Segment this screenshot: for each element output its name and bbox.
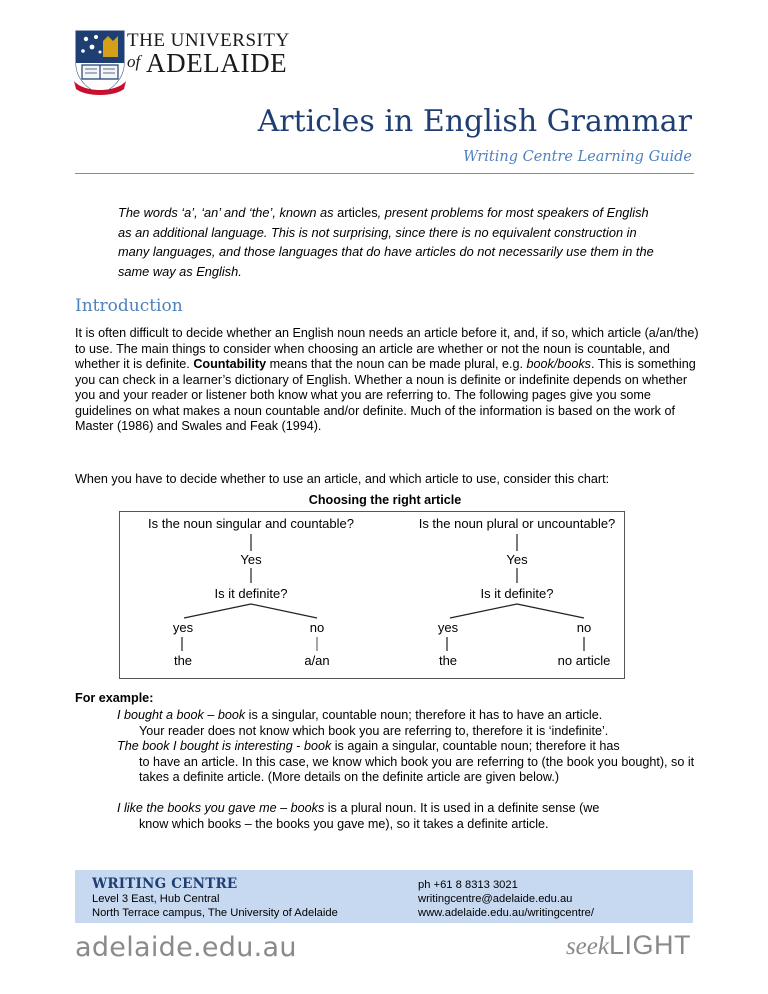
example-3-line1: is a plural noun. It is used in a definite sense (we bbox=[324, 801, 600, 815]
line-left-def-yes bbox=[184, 604, 251, 618]
decision-chart bbox=[119, 511, 625, 679]
example-2-dash: - bbox=[292, 739, 304, 753]
footer-seek-light-logo bbox=[566, 930, 691, 961]
title-divider bbox=[75, 173, 694, 174]
chart-right-definite: Is it definite? bbox=[480, 586, 554, 601]
term-countability: Countability bbox=[193, 357, 267, 371]
example-1-line1: is a singular, countable noun; therefore it has to have an article. bbox=[245, 708, 603, 722]
example-2-line1: is again a singular, countable noun; therefore it has bbox=[331, 739, 620, 753]
line-right-def-yes bbox=[450, 604, 517, 618]
university-crest-icon bbox=[72, 27, 128, 97]
example-2 bbox=[117, 739, 702, 786]
line-left-def-no bbox=[251, 604, 317, 618]
footer-address-line2: North Terrace campus, The University of Adelaide bbox=[92, 907, 338, 919]
example-3-sentence: I like the books you gave me bbox=[117, 801, 277, 815]
chart-ll-aan: a/an bbox=[304, 653, 330, 668]
chart-title: Choosing the right article bbox=[308, 493, 462, 507]
chart-ll-the: the bbox=[173, 653, 193, 668]
example-1-dash: – bbox=[203, 708, 218, 722]
logo-text-line1: THE UNIVERSITY bbox=[127, 30, 290, 51]
example-1 bbox=[117, 708, 702, 739]
line-right-def-no bbox=[517, 604, 584, 618]
footer-site-url[interactable]: adelaide.edu.au bbox=[75, 932, 297, 963]
chart-ll-yes: yes bbox=[172, 620, 194, 635]
intro-term-articles: articles bbox=[337, 205, 378, 220]
chart-left-question: Is the noun singular and countable? bbox=[148, 516, 354, 531]
chart-rr-yes: yes bbox=[437, 620, 459, 635]
footer-phone: ph +61 8 8313 3021 bbox=[418, 879, 518, 891]
document-subtitle: Writing Centre Learning Guide bbox=[463, 149, 692, 165]
chart-rr-no-article: no article bbox=[557, 653, 611, 668]
chart-right-question: Is the noun plural or uncountable? bbox=[418, 516, 616, 531]
logo-text-line2: ADELAIDE bbox=[146, 48, 288, 78]
intro-paragraph bbox=[118, 203, 658, 281]
intro-text-2: , present problems for most speakers of English as an additional language. This is not surprising, since there is no equivalent construction in many languages, and those languages that do have articles do not necessarily use them in the same way as English. bbox=[118, 205, 654, 279]
logo-text-of: of bbox=[127, 52, 141, 71]
example-2-line2: to have an article. In this case, we know which book you are referring to (the book you bought), so it takes a definite article. (More details on the definite article are given below.) bbox=[139, 754, 695, 784]
example-3-line2: know which books – the books you gave me), so it takes a definite article. bbox=[139, 816, 549, 831]
examples-heading: For example: bbox=[75, 691, 154, 705]
footer-web-link[interactable]: www.adelaide.edu.au/writingcentre/ bbox=[418, 907, 594, 919]
chart-rr-no: no bbox=[576, 620, 592, 635]
document-title: Articles in English Grammar bbox=[257, 104, 692, 139]
example-3-dash: – bbox=[276, 801, 291, 815]
intro-text-1: The words ‘a’, ‘an’ and ‘the’, known as bbox=[118, 205, 338, 220]
chart-left-yes: Yes bbox=[240, 552, 262, 567]
footer-address-line1: Level 3 East, Hub Central bbox=[92, 893, 220, 905]
example-1-word: book bbox=[217, 708, 246, 722]
example-3-word: books bbox=[290, 801, 325, 815]
seek-word: seek bbox=[565, 933, 609, 960]
example-1-line2: Your reader does not know which book you are referring to, therefore it is ‘indefinite’. bbox=[139, 723, 609, 738]
chart-left-definite: Is it definite? bbox=[214, 586, 288, 601]
footer-centre-name: WRITING CENTRE bbox=[92, 876, 238, 892]
intro-para-text-2: means that the noun can be made plural, e.g. bbox=[266, 357, 527, 371]
example-2-sentence: The book I bought is interesting bbox=[117, 739, 293, 753]
chart-rr-the: the bbox=[438, 653, 458, 668]
example-2-word: book bbox=[303, 739, 332, 753]
intro-para-text-1: It is often difficult to decide whether an English noun needs an article before it, and, if so, which article (a/an/the) to use. The main things to consider when choosing an article are whether or not the noun is countable, and whether it is definite. bbox=[75, 326, 699, 371]
example-1-sentence: I bought a book bbox=[117, 708, 204, 722]
intro-para-text-3: . This is something you can check in a learner’s dictionary of English. Whether a noun is definite or indefinite depends on whether you and your reader or listener both know what you are referring to. The following pages give you some guidelines on what makes a noun countable and/or definite. Much of the information is based on the work of Master (1986) and Swales and Feak (1994). bbox=[75, 357, 696, 433]
example-book-books: book/books bbox=[526, 357, 591, 371]
chart-ll-no: no bbox=[309, 620, 325, 635]
chart-lead-sentence: When you have to decide whether to use an article, and which article to use, consider this chart: bbox=[75, 472, 610, 486]
chart-right-yes: Yes bbox=[506, 552, 528, 567]
introduction-paragraph bbox=[75, 326, 700, 435]
example-3 bbox=[117, 801, 702, 832]
section-heading-introduction: Introduction bbox=[75, 296, 183, 316]
light-word: LIGHT bbox=[608, 930, 691, 960]
footer-email-link[interactable]: writingcentre@adelaide.edu.au bbox=[418, 893, 573, 905]
